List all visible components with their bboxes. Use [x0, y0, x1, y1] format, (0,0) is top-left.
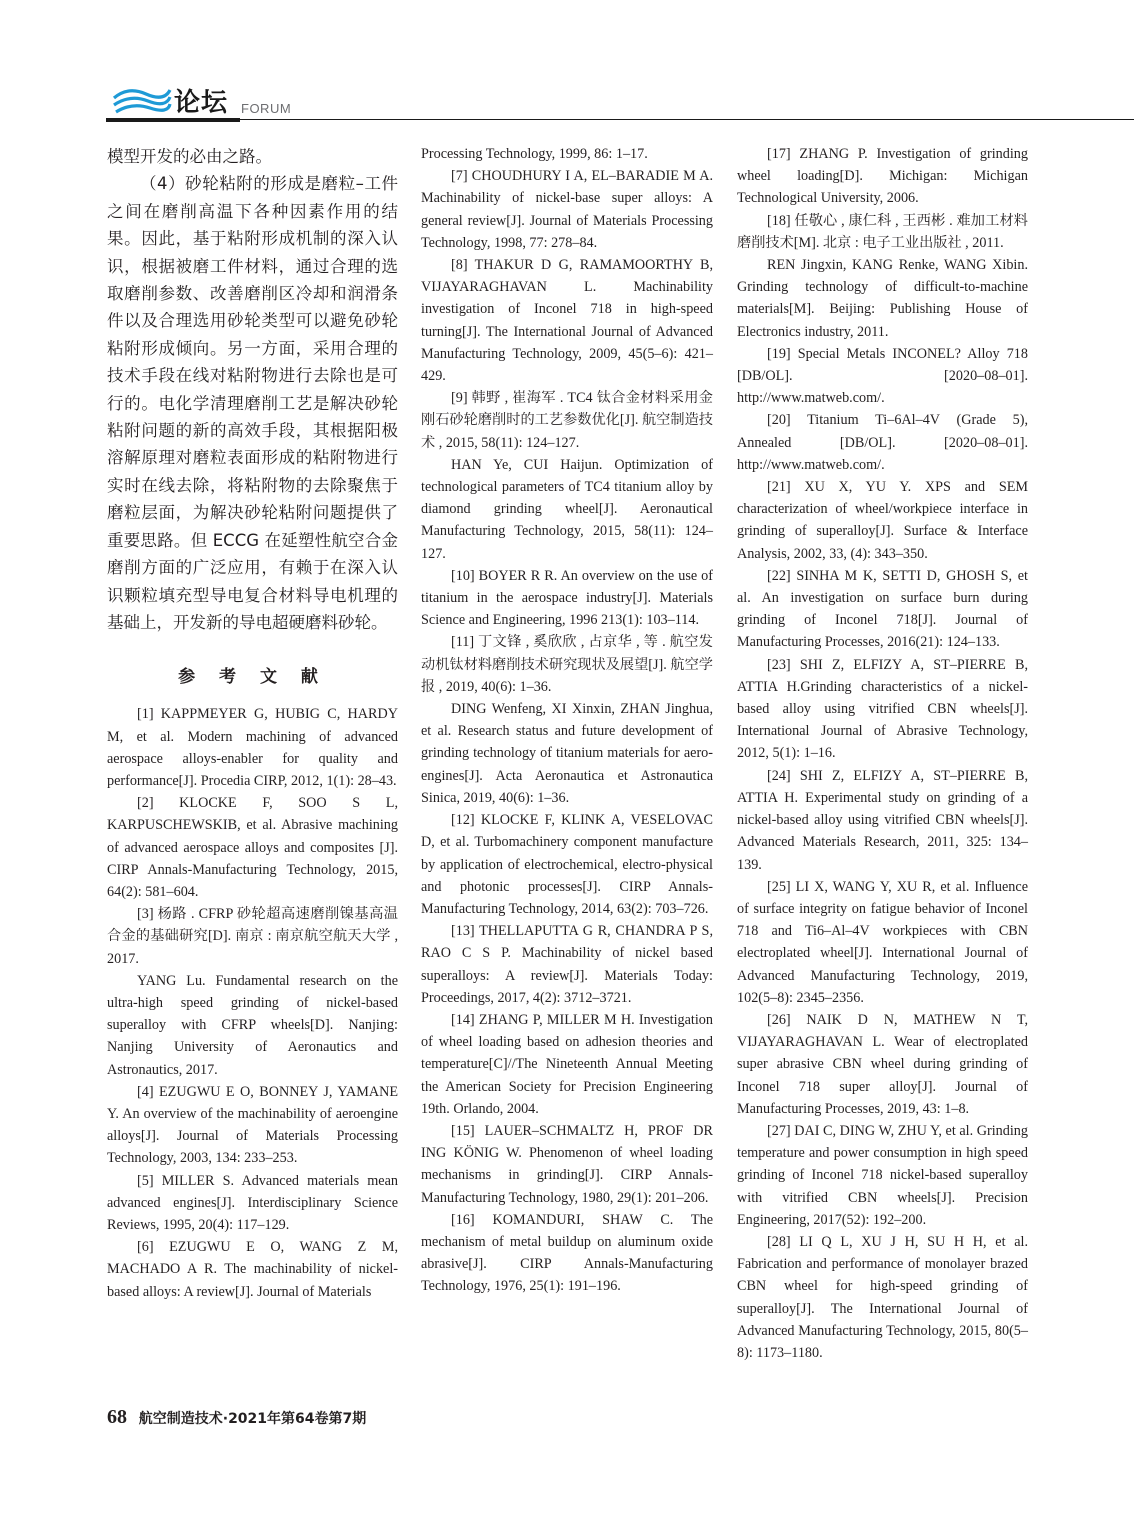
reference-list — [421, 143, 713, 1298]
column-2 — [421, 143, 713, 1298]
column-3 — [737, 143, 1028, 1364]
reference-item: [2] KLOCKE F, SOO S L, KARPUSCHEWSKIB, et al. Abrasive machining of advanced aerospace alloys and composites [J]. CIRP Annals-Manufacturing Technology, 2015, 64(2): 581–604. — [107, 795, 398, 900]
reference-item: HAN Ye, CUI Haijun. Optimization of technological parameters of TC4 titanium alloy by diamond grinding wheel[J]. Aeronautical Manufacturing Technology, 2015, 58(11): 124–127. — [421, 456, 713, 562]
reference-list — [737, 143, 1028, 1364]
reference-item: [15] LAUER–SCHMALTZ H, PROF DR ING KÖNIG W. Phenomenon of wheel loading mechanisms in grinding[J]. CIRP Annals-Manufacturing Technology, 1980, 29(1): 201–206. — [421, 1122, 713, 1206]
section-subtitle: FORUM — [241, 101, 292, 116]
section-title: 论坛 — [174, 88, 229, 118]
references-heading: 参 考 文 献 — [178, 667, 327, 688]
header-rule — [240, 119, 1134, 120]
reference-item: [6] EZUGWU E O, WANG Z M, MACHADO A R. The machinability of nickel-based alloys: A review[J]. Journal of Materials — [107, 1239, 398, 1300]
reference-item: [28] LI Q L, XU J H, SU H H, et al. Fabrication and performance of monolayer brazed CBN wheel for high-speed grinding of superalloy[J]. The International Journal of Advanced Manufacturing Technology, 2015, 80(5–8): 1173–1180. — [737, 1233, 1028, 1361]
reference-item: [25] LI X, WANG Y, XU R, et al. Influence of surface integrity on fatigue behavior of Inconel 718 and Ti6–Al–4V workpieces with CBN electroplated wheel[J]. International Journal of Advanced Manufacturing Technology, 2019, 102(5–8): 2345–2356. — [737, 878, 1028, 1006]
reference-item: [26] NAIK D N, MATHEW N T, VIJAYARAGHAVAN L. Wear of electroplated super abrasive CBN wheel during grinding of Inconel 718 super alloy[J]. Journal of Manufacturing Processes, 2019, 43: 1–8. — [737, 1011, 1028, 1117]
reference-item: [11] 丁文锋 , 奚欣欣 , 占京华 , 等 . 航空发动机钛材料磨削技术研究现状及展望[J]. 航空学报 , 2019, 40(6): 1–36. — [421, 634, 713, 695]
page-header — [106, 78, 1134, 122]
reference-item: [20] Titanium Ti–6Al–4V (Grade 5), Annealed [DB/OL]. [2020–08–01]. http://www.matweb.com/. — [737, 412, 1028, 473]
reference-list — [107, 703, 398, 1302]
page-number: 68 — [107, 1406, 127, 1428]
reference-item: [3] 杨路 . CFRP 砂轮超高速磨削镍基高温合金的基础研究[D]. 南京 : 南京航空航天大学 , 2017. — [107, 906, 398, 967]
reference-item: [18] 任敬心 , 康仁科 , 王西彬 . 难加工材料磨削技术[M]. 北京 : 电子工业出版社 , 2011. — [737, 212, 1028, 251]
wave-logo-icon — [112, 84, 172, 118]
reference-item: [17] ZHANG P. Investigation of grinding wheel loading[D]. Michigan: Michigan Technological University, 2006. — [737, 146, 1028, 207]
reference-item: REN Jingxin, KANG Renke, WANG Xibin. Grinding technology of difficult-to-machine materials[M]. Beijing: Publishing House of Electronics industry, 2011. — [737, 257, 1028, 340]
body-paragraph: 模型开发的必由之路。 — [107, 147, 272, 166]
page-footer — [107, 1406, 366, 1429]
reference-item: [4] EZUGWU E O, BONNEY J, YAMANE Y. An overview of the machinability of aeroengine alloys[J]. Journal of Materials Processing Technology, 2003, 134: 233–253. — [107, 1083, 398, 1167]
reference-item: [8] THAKUR D G, RAMAMOORTHY B, VIJAYARAGHAVAN L. Machinability investigation of Inconel 718 in high-speed turning[J]. The International Journal of Advanced Manufacturing Technology, 2009, 45(5–6): 421–429. — [421, 257, 713, 385]
reference-item: [10] BOYER R R. An overview on the use of titanium in the aerospace industry[J]. Materials Science and Engineering, 1996 213(1): 103–114. — [421, 567, 713, 629]
reference-item: [14] ZHANG P, MILLER M H. Investigation of wheel loading based on adhesion theories and temperature[C]//The Nineteenth Annual Meeting the American Society for Precision Engineering 19th. Orlando, 2004. — [421, 1011, 713, 1117]
reference-item: [7] CHOUDHURY I A, EL–BARADIE M A. Machinability of nickel-base super alloys: A general review[J]. Journal of Materials Processing Technology, 1998, 77: 278–84. — [421, 168, 713, 251]
reference-item: YANG Lu. Fundamental research on the ultra-high speed grinding of nickel-based superalloy with CFRP wheels[D]. Nanjing: Nanjing University of Aeronautics and Astronautics, 2017. — [107, 972, 398, 1078]
reference-item: [9] 韩野 , 崔海军 . TC4 钛合金材料采用金刚石砂轮磨削时的工艺参数优化[J]. 航空制造技术 , 2015, 58(11): 124–127. — [421, 390, 713, 451]
reference-item: [13] THELLAPUTTA G R, CHANDRA P S, RAO C S P. Machinability of nickel based superalloys: A review[J]. Materials Today: Proceedings, 2017, 4(2): 3712–3721. — [421, 923, 713, 1006]
reference-item: [16] KOMANDURI, SHAW C. The mechanism of metal buildup on aluminum oxide abrasive[J]. CIRP Annals-Manufacturing Technology, 1976, 25(1): 191–196. — [421, 1211, 713, 1295]
reference-item: [12] KLOCKE F, KLINK A, VESELOVAC D, et al. Turbomachinery component manufacture by application of electrochemical, electro-physical and photonic processes[J]. CIRP Annals-Manufacturing Technology, 2014, 63(2): 703–726. — [421, 812, 713, 917]
reference-item: [22] SINHA M K, SETTI D, GHOSH S, et al. An investigation on surface burn during grinding of Inconel 718[J]. Journal of Manufacturing Processes, 2016(21): 124–133. — [737, 567, 1028, 651]
reference-item: [5] MILLER S. Advanced materials mean advanced engines[J]. Interdisciplinary Science Reviews, 1995, 20(4): 117–129. — [107, 1172, 398, 1233]
reference-item: DING Wenfeng, XI Xinxin, ZHAN Jinghua, et al. Research status and future development of grinding technology of titanium materials for aero-engines[J]. Acta Aeronautica et Astronautica Sinica, 2019, 40(6): 1–36. — [421, 701, 713, 806]
header-rule-thick — [106, 118, 240, 122]
body-paragraph: （4）砂轮粘附的形成是磨粒–工件之间在磨削高温下各种因素作用的结果。因此，基于粘附形成机制的深入认识，根据被磨工件材料，通过合理的选取磨削参数、改善磨削区冷却和润滑条件以及合理选用砂轮类型可以避免砂轮粘附形成倾向。另一方面，采用合理的技术手段在线对粘附物进行去除也是可行的。电化学清理磨削工艺是解决砂轮粘附问题的新的高效手段，其根据阳极溶解原理对磨粒表面形成的粘附物进行实时在线去除，将粘附物的去除聚焦于磨粒层面，为解决砂轮粘附问题提供了重要思路。但 ECCG 在延塑性航空合金磨削方面的广泛应用，有赖于在深入认识颗粒填充型导电复合材料导电机理的基础上，开发新的导电超硬磨料砂轮。 — [107, 174, 398, 632]
reference-item: [19] Special Metals INCONEL? Alloy 718 [DB/OL]. [2020–08–01]. http://www.matweb.com/. — [737, 345, 1028, 407]
reference-item: [27] DAI C, DING W, ZHU Y, et al. Grinding temperature and power consumption in high speed grinding of Inconel 718 nickel-based superalloy with vitrified CBN wheels[J]. Precision Engineering, 2017(52): 192–200. — [737, 1122, 1028, 1228]
journal-name: 航空制造技术·2021年第64卷第7期 — [138, 1411, 367, 1427]
reference-item: [1] KAPPMEYER G, HUBIG C, HARDY M, et al. Modern machining of advanced aerospace alloys-enabler for quality and performance[J]. Procedia CIRP, 2012, 1(1): 28–43. — [107, 706, 398, 789]
reference-item: Processing Technology, 1999, 86: 1–17. — [421, 146, 648, 162]
reference-item: [23] SHI Z, ELFIZY A, ST–PIERRE B, ATTIA H.Grinding characteristics of a nickel-based alloy using vitrified CBN wheels[J]. International Journal of Abrasive Technology, 2012, 5(1): 1–16. — [737, 656, 1028, 762]
reference-item: [21] XU X, YU Y. XPS and SEM characterization of wheel/workpiece interface in grinding of superalloy[J]. Surface & Interface Analysis, 2002, 33, (4): 343–350. — [737, 479, 1028, 562]
column-1 — [107, 143, 398, 1303]
reference-item: [24] SHI Z, ELFIZY A, ST–PIERRE B, ATTIA H. Experimental study on grinding of a nickel-based alloy using vitrified CBN wheels[J]. Advanced Materials Research, 2011, 325: 134–139. — [737, 767, 1028, 873]
